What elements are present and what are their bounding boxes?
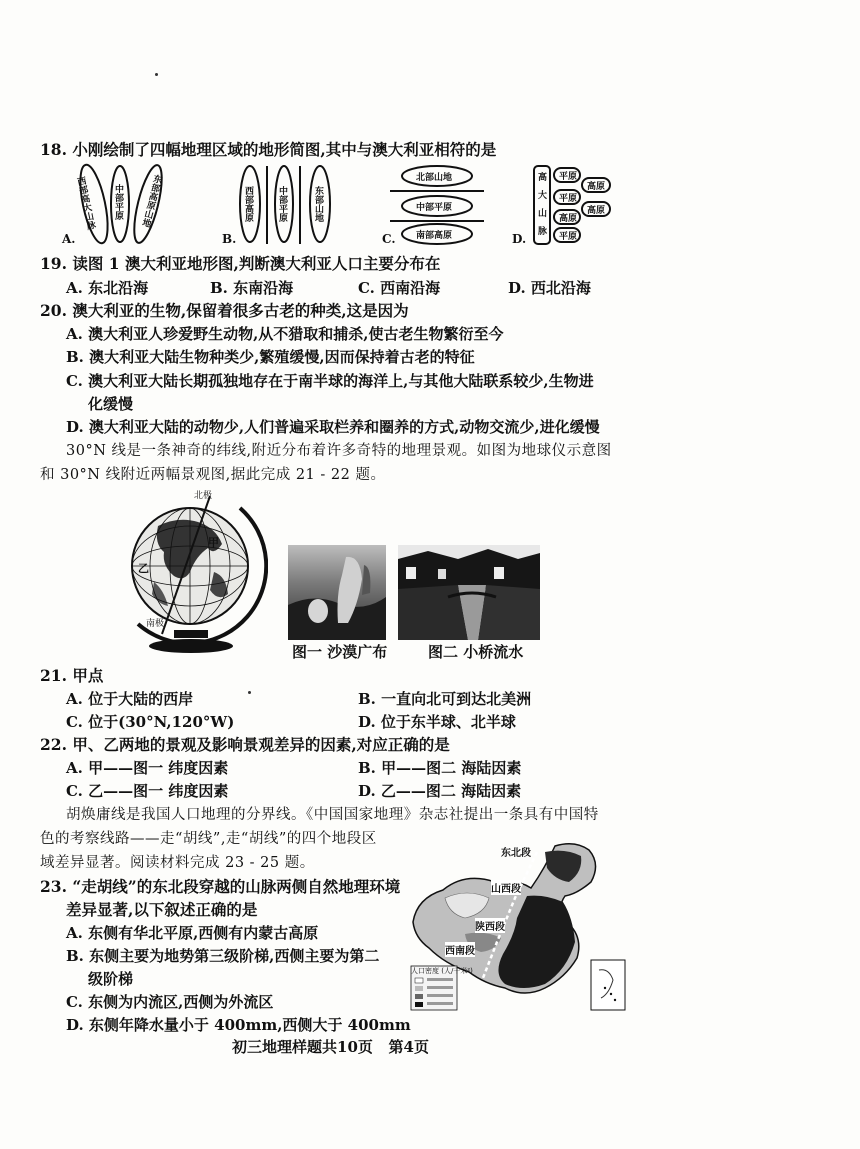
diagram-a-label-center: 中部平原 <box>113 184 123 220</box>
intro-23-25-line-2: 色的考察线路——走“胡线”,走“胡线”的四个地段区 <box>40 831 377 847</box>
intro-23-25-line-1: 胡焕庸线是我国人口地理的分界线。《中国国家地理》杂志社提出一条具有中国特 <box>66 807 599 823</box>
diagram-d-spine-2: 大 <box>538 191 548 201</box>
question-23-option-b: B. 东侧主要为地势第三级阶梯,西侧主要为第二 <box>66 947 380 965</box>
bridge-photo <box>398 545 540 640</box>
diagram-b-label-center: 中部平原 <box>277 186 287 222</box>
intro-21-22-line-1: 30°N 线是一条神奇的纬线,附近分布着许多奇特的地理景观。如图为地球仪示意图 <box>66 443 612 459</box>
question-22-option-b: B. 甲——图二 海陆因素 <box>358 759 522 777</box>
question-21-option-b: B. 一直向北可到达北美洲 <box>358 690 532 708</box>
question-18-stem: 18. 小刚绘制了四幅地理区域的地形简图,其中与澳大利亚相符的是 <box>40 140 497 159</box>
diagram-d <box>512 162 622 250</box>
question-21-option-c: C. 位于(30°N,120°W) <box>66 713 235 731</box>
map-legend-title: 人口密度 (人/千米²) <box>411 967 473 975</box>
question-19-option-c: C. 西南沿海 <box>358 279 441 297</box>
page-footer: 初三地理样题共10页 第4页 <box>232 1038 429 1056</box>
diagram-d-label-1: 平原 <box>559 172 578 182</box>
map-label-shaanxi: 陕西段 <box>475 918 505 933</box>
globe-label-south-pole: 南极 <box>146 619 165 629</box>
china-map-drawing <box>405 838 645 1016</box>
question-20-option-b: B. 澳大利亚大陆生物种类少,繁殖缓慢,因而保持着古老的特征 <box>66 348 475 366</box>
question-21-option-d: D. 位于东半球、北半球 <box>358 713 516 731</box>
diagram-d-spine-1: 高 <box>538 173 548 183</box>
globe-label-north-pole: 北极 <box>194 491 213 501</box>
scan-speck <box>248 691 251 694</box>
diagram-b-label-west: 西部高原 <box>243 186 253 222</box>
diagram-c <box>382 162 492 250</box>
map-label-northeast: 东北段 <box>501 848 531 859</box>
question-22-option-d: D. 乙——图二 海陆因素 <box>358 782 522 800</box>
question-22-option-a: A. 甲——图一 纬度因素 <box>66 759 229 777</box>
question-20-option-d: D. 澳大利亚大陆的动物少,人们普遍采取栏养和圈养的方式,动物交流少,进化缓慢 <box>66 418 600 436</box>
question-22-option-c: C. 乙——图一 纬度因素 <box>66 782 229 800</box>
diagram-b-label-east: 东部山地 <box>313 186 323 222</box>
globe-label-yi: 乙 <box>138 562 149 575</box>
question-23-option-d: D. 东侧年降水量小于 400mm,西侧大于 400mm <box>66 1016 411 1034</box>
question-23-option-c: C. 东侧为内流区,西侧为外流区 <box>66 993 274 1011</box>
diagram-a-label-east: 东部高原山地 <box>139 173 163 228</box>
china-population-map <box>405 838 645 1016</box>
question-22-stem: 22. 甲、乙两地的景观及影响景观差异的因素,对应正确的是 <box>40 735 450 754</box>
question-23-stem-line-2: 差异显著,以下叙述正确的是 <box>66 900 258 919</box>
diagram-a <box>62 162 192 250</box>
map-label-shanxi: 山西段 <box>491 880 521 895</box>
question-19-option-d: D. 西北沿海 <box>508 279 591 297</box>
desert-photo-art <box>288 545 386 640</box>
bridge-photo-art <box>398 545 540 640</box>
globe-label-jia: 甲 <box>208 536 219 549</box>
question-23-stem-line-1: 23. “走胡线”的东北段穿越的山脉两侧自然地理环境 <box>40 877 401 896</box>
question-20-stem: 20. 澳大利亚的生物,保留着很多古老的种类,这是因为 <box>40 301 409 320</box>
question-19-option-a: A. 东北沿海 <box>66 279 149 297</box>
caption-figure-2: 图二 小桥流水 <box>428 643 524 661</box>
diagram-c-label-south: 南部高原 <box>416 231 453 241</box>
diagram-d-spine-3: 山 <box>538 209 548 219</box>
question-21-option-a: A. 位于大陆的西岸 <box>66 690 194 708</box>
scan-speck <box>155 73 158 76</box>
map-label-southwest: 西南段 <box>445 942 475 957</box>
diagram-d-label-4: 平原 <box>559 232 578 242</box>
diagram-b <box>222 162 352 250</box>
diagram-b-letter: B. <box>222 232 237 246</box>
diagram-a-letter: A. <box>62 232 76 246</box>
diagram-a-label-west: 西部高大山脉 <box>74 175 96 231</box>
question-20-option-c-cont: 化缓慢 <box>88 395 134 413</box>
caption-figure-1: 图一 沙漠广布 <box>292 643 388 661</box>
diagram-d-letter: D. <box>512 232 527 246</box>
diagram-d-label-3: 高原 <box>559 214 578 224</box>
intro-23-25-line-3: 域差异显著。阅读材料完成 23 - 25 题。 <box>40 855 315 871</box>
diagram-c-letter: C. <box>382 232 396 246</box>
desert-photo <box>288 545 386 640</box>
diagram-d-label-6: 高原 <box>587 206 606 216</box>
diagram-d-label-5: 高原 <box>587 182 606 192</box>
question-21-stem: 21. 甲点 <box>40 666 104 685</box>
question-20-option-c: C. 澳大利亚大陆长期孤独地存在于南半球的海洋上,与其他大陆联系较少,生物进 <box>66 372 594 390</box>
diagram-d-label-2: 平原 <box>559 194 578 204</box>
question-19-stem: 19. 读图 1 澳大利亚地形图,判断澳大利亚人口主要分布在 <box>40 254 441 273</box>
diagram-c-label-north: 北部山地 <box>416 173 453 183</box>
diagram-d-spine-4: 脉 <box>538 227 548 237</box>
question-23-option-a: A. 东侧有华北平原,西侧有内蒙古高原 <box>66 924 319 942</box>
question-19-option-b: B. 东南沿海 <box>210 279 294 297</box>
intro-21-22-line-2: 和 30°N 线附近两幅景观图,据此完成 21 - 22 题。 <box>40 467 386 483</box>
globe-figure <box>118 486 268 656</box>
question-23-option-b-cont: 级阶梯 <box>88 970 134 988</box>
diagram-c-label-center: 中部平原 <box>416 203 453 213</box>
question-20-option-a: A. 澳大利亚人珍爱野生动物,从不猎取和捕杀,使古老生物繁衍至今 <box>66 325 504 343</box>
